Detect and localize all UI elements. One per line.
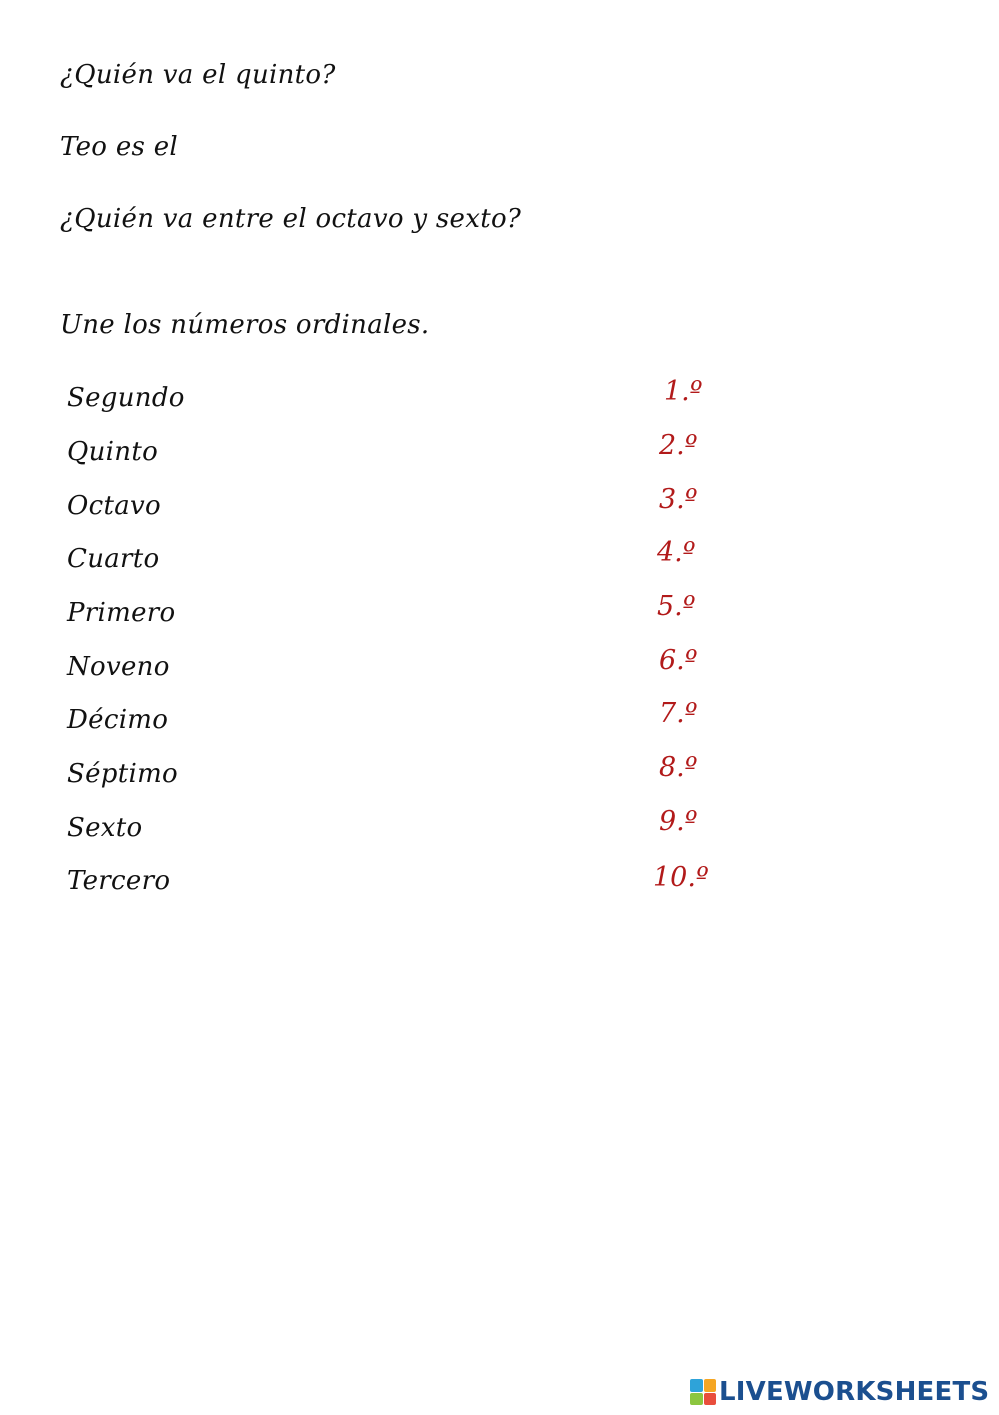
word-item[interactable]: Primero — [67, 598, 176, 628]
word-item[interactable]: Octavo — [67, 491, 161, 521]
ordinal-item[interactable]: 9.º — [659, 806, 698, 837]
ordinal-item[interactable]: 1.º — [664, 376, 703, 407]
ordinal-item[interactable]: 10.º — [653, 862, 709, 893]
word-item[interactable]: Segundo — [67, 383, 185, 413]
word-item[interactable]: Quinto — [67, 437, 159, 467]
ordinal-item[interactable]: 8.º — [659, 752, 698, 783]
logo-text: LIVEWORKSHEETS — [719, 1377, 990, 1407]
ordinal-item[interactable]: 7.º — [659, 698, 698, 729]
instruction: Une los números ordinales. — [60, 310, 430, 340]
word-item[interactable]: Cuarto — [67, 544, 160, 574]
liveworksheets-logo[interactable] — [690, 1375, 989, 1409]
liveworksheets-logo-icon — [690, 1379, 716, 1405]
ordinal-item[interactable]: 2.º — [659, 430, 698, 461]
word-item[interactable]: Tercero — [67, 866, 171, 896]
ordinal-item[interactable]: 4.º — [657, 537, 696, 568]
answer-prompt: Teo es el — [60, 132, 179, 162]
ordinal-item[interactable]: 5.º — [657, 591, 696, 622]
question-fifth: ¿Quién va el quinto? — [60, 60, 336, 90]
word-item[interactable]: Sexto — [67, 813, 143, 843]
word-item[interactable]: Noveno — [67, 652, 170, 682]
word-item[interactable]: Séptimo — [67, 759, 179, 789]
ordinal-item[interactable]: 6.º — [659, 645, 698, 676]
question-between: ¿Quién va entre el octavo y sexto? — [60, 204, 522, 234]
ordinal-item[interactable]: 3.º — [659, 484, 698, 515]
word-item[interactable]: Décimo — [67, 705, 169, 735]
